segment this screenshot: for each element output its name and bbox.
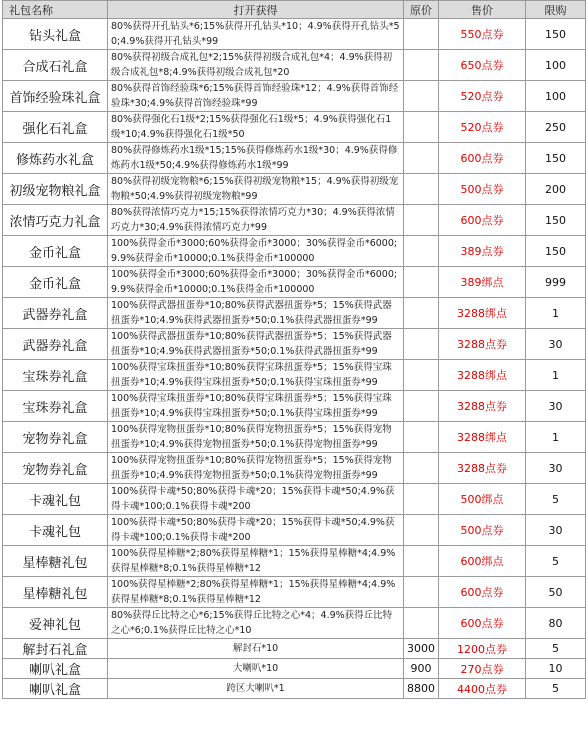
header-content: 打开获得 bbox=[108, 1, 404, 19]
sale-price-cell: 650点券 bbox=[439, 50, 526, 81]
gift-name-cell: 修炼药水礼盒 bbox=[3, 143, 108, 174]
gift-name-cell: 浓情巧克力礼盒 bbox=[3, 205, 108, 236]
contents-cell: 100%获得卡魂*50;80%获得卡魂*20；15%获得卡魂*50;4.9%获得卡魂*100;0.1%获得卡魂*200 bbox=[108, 484, 404, 515]
contents-cell: 80%获得初级合成礼包*2;15%获得初级合成礼包*4；4.9%获得初级合成礼包*8;4.9%获得初级合成礼包*20 bbox=[108, 50, 404, 81]
sale-price-cell: 500绑点 bbox=[439, 484, 526, 515]
original-price-cell bbox=[404, 391, 439, 422]
gift-name-cell: 宝珠券礼盒 bbox=[3, 360, 108, 391]
sale-price-cell: 550点券 bbox=[439, 19, 526, 50]
table-row bbox=[3, 659, 586, 679]
contents-cell: 100%获得武器扭蛋券*10;80%获得武器扭蛋券*5；15%获得武器扭蛋券*10;4.9%获得武器扭蛋券*50;0.1%获得武器扭蛋券*99 bbox=[108, 329, 404, 360]
purchase-limit-cell: 1 bbox=[526, 298, 586, 329]
table-row bbox=[3, 639, 586, 659]
gift-name-cell: 喇叭礼盒 bbox=[3, 679, 108, 699]
original-price-cell bbox=[404, 608, 439, 639]
sale-price-cell: 1200点券 bbox=[439, 639, 526, 659]
sale-price-cell: 4400点券 bbox=[439, 679, 526, 699]
original-price-cell bbox=[404, 422, 439, 453]
table-row bbox=[3, 143, 586, 174]
table-row bbox=[3, 205, 586, 236]
contents-cell: 80%获得浓情巧克力*15;15%获得浓情巧克力*30；4.9%获得浓情巧克力*30;4.9%获得浓情巧克力*99 bbox=[108, 205, 404, 236]
purchase-limit-cell: 999 bbox=[526, 267, 586, 298]
original-price-cell bbox=[404, 453, 439, 484]
purchase-limit-cell: 30 bbox=[526, 329, 586, 360]
sale-price-cell: 600绑点 bbox=[439, 546, 526, 577]
gift-name-cell: 宠物券礼盒 bbox=[3, 453, 108, 484]
original-price-cell bbox=[404, 174, 439, 205]
sale-price-cell: 3288绑点 bbox=[439, 298, 526, 329]
contents-cell: 80%获得首饰经验珠*6;15%获得首饰经验珠*12；4.9%获得首饰经验珠*30;4.9%获得首饰经验珠*99 bbox=[108, 81, 404, 112]
original-price-cell bbox=[404, 577, 439, 608]
contents-cell: 100%获得宝珠扭蛋券*10;80%获得宝珠扭蛋券*5；15%获得宝珠扭蛋券*10;4.9%获得宝珠扭蛋券*50;0.1%获得宝珠扭蛋券*99 bbox=[108, 360, 404, 391]
original-price-cell: 8800 bbox=[404, 679, 439, 699]
gift-name-cell: 宠物券礼盒 bbox=[3, 422, 108, 453]
contents-cell: 100%获得宝珠扭蛋券*10;80%获得宝珠扭蛋券*5；15%获得宝珠扭蛋券*10;4.9%获得宝珠扭蛋券*50;0.1%获得宝珠扭蛋券*99 bbox=[108, 391, 404, 422]
sale-price-cell: 3288点券 bbox=[439, 453, 526, 484]
original-price-cell bbox=[404, 143, 439, 174]
purchase-limit-cell: 5 bbox=[526, 679, 586, 699]
original-price-cell bbox=[404, 19, 439, 50]
sale-price-cell: 500点券 bbox=[439, 515, 526, 546]
contents-cell: 100%获得宠物扭蛋券*10;80%获得宠物扭蛋券*5；15%获得宠物扭蛋券*10;4.9%获得宠物扭蛋券*50;0.1%获得宠物扭蛋券*99 bbox=[108, 453, 404, 484]
table-row bbox=[3, 546, 586, 577]
gift-name-cell: 爱神礼包 bbox=[3, 608, 108, 639]
table-header-row bbox=[3, 1, 586, 19]
contents-cell: 100%获得武器扭蛋券*10;80%获得武器扭蛋券*5；15%获得武器扭蛋券*10;4.9%获得武器扭蛋券*50;0.1%获得武器扭蛋券*99 bbox=[108, 298, 404, 329]
original-price-cell bbox=[404, 236, 439, 267]
gift-name-cell: 武器券礼盒 bbox=[3, 298, 108, 329]
table-row bbox=[3, 422, 586, 453]
purchase-limit-cell: 30 bbox=[526, 391, 586, 422]
original-price-cell bbox=[404, 546, 439, 577]
gift-name-cell: 解封石礼盒 bbox=[3, 639, 108, 659]
purchase-limit-cell: 150 bbox=[526, 143, 586, 174]
sale-price-cell: 600点券 bbox=[439, 205, 526, 236]
header-original-price: 原价 bbox=[404, 1, 439, 19]
table-row bbox=[3, 81, 586, 112]
contents-cell: 100%获得星棒糖*2;80%获得星棒糖*1；15%获得星棒糖*4;4.9%获得星棒糖*8;0.1%获得星棒糖*12 bbox=[108, 577, 404, 608]
table-row bbox=[3, 515, 586, 546]
table-row bbox=[3, 360, 586, 391]
sale-price-cell: 600点券 bbox=[439, 608, 526, 639]
purchase-limit-cell: 150 bbox=[526, 205, 586, 236]
table-row bbox=[3, 453, 586, 484]
original-price-cell: 3000 bbox=[404, 639, 439, 659]
purchase-limit-cell: 150 bbox=[526, 19, 586, 50]
gift-name-cell: 合成石礼盒 bbox=[3, 50, 108, 81]
table-row bbox=[3, 236, 586, 267]
contents-cell: 80%获得初级宠物粮*6;15%获得初级宠物粮*15；4.9%获得初级宠物粮*50;4.9%获得初级宠物粮*99 bbox=[108, 174, 404, 205]
contents-cell: 100%获得星棒糖*2;80%获得星棒糖*1；15%获得星棒糖*4;4.9%获得星棒糖*8;0.1%获得星棒糖*12 bbox=[108, 546, 404, 577]
purchase-limit-cell: 200 bbox=[526, 174, 586, 205]
contents-cell: 大喇叭*10 bbox=[108, 659, 404, 679]
sale-price-cell: 600点券 bbox=[439, 143, 526, 174]
gift-name-cell: 钻头礼盒 bbox=[3, 19, 108, 50]
header-name: 礼包名称 bbox=[3, 1, 108, 19]
gift-name-cell: 强化石礼盒 bbox=[3, 112, 108, 143]
contents-cell: 80%获得开孔钻头*6;15%获得开孔钻头*10；4.9%获得开孔钻头*50;4.9%获得开孔钻头*99 bbox=[108, 19, 404, 50]
sale-price-cell: 389绑点 bbox=[439, 267, 526, 298]
table-row bbox=[3, 577, 586, 608]
sale-price-cell: 270点券 bbox=[439, 659, 526, 679]
table-row bbox=[3, 484, 586, 515]
purchase-limit-cell: 50 bbox=[526, 577, 586, 608]
original-price-cell bbox=[404, 112, 439, 143]
header-sale-price: 售价 bbox=[439, 1, 526, 19]
gift-name-cell: 初级宠物粮礼盒 bbox=[3, 174, 108, 205]
purchase-limit-cell: 30 bbox=[526, 453, 586, 484]
sale-price-cell: 520点券 bbox=[439, 112, 526, 143]
gift-name-cell: 卡魂礼包 bbox=[3, 484, 108, 515]
sale-price-cell: 3288点券 bbox=[439, 391, 526, 422]
header-purchase-limit: 限购 bbox=[526, 1, 586, 19]
contents-cell: 解封石*10 bbox=[108, 639, 404, 659]
table-row bbox=[3, 50, 586, 81]
contents-cell: 80%获得强化石1级*2;15%获得强化石1级*5；4.9%获得强化石1级*10;4.9%获得强化石1级*50 bbox=[108, 112, 404, 143]
sale-price-cell: 600点券 bbox=[439, 577, 526, 608]
purchase-limit-cell: 100 bbox=[526, 50, 586, 81]
gift-name-cell: 宝珠券礼盒 bbox=[3, 391, 108, 422]
purchase-limit-cell: 5 bbox=[526, 639, 586, 659]
table-row bbox=[3, 391, 586, 422]
original-price-cell bbox=[404, 50, 439, 81]
sale-price-cell: 389点券 bbox=[439, 236, 526, 267]
table-row bbox=[3, 298, 586, 329]
purchase-limit-cell: 250 bbox=[526, 112, 586, 143]
gift-name-cell: 卡魂礼包 bbox=[3, 515, 108, 546]
gift-name-cell: 武器券礼盒 bbox=[3, 329, 108, 360]
contents-cell: 80%获得丘比特之心*6;15%获得丘比特之心*4；4.9%获得丘比特之心*6;0.1%获得丘比特之心*10 bbox=[108, 608, 404, 639]
contents-cell: 100%获得宠物扭蛋券*10;80%获得宠物扭蛋券*5；15%获得宠物扭蛋券*10;4.9%获得宠物扭蛋券*50;0.1%获得宠物扭蛋券*99 bbox=[108, 422, 404, 453]
table-row bbox=[3, 174, 586, 205]
purchase-limit-cell: 150 bbox=[526, 236, 586, 267]
contents-cell: 100%获得卡魂*50;80%获得卡魂*20；15%获得卡魂*50;4.9%获得卡魂*100;0.1%获得卡魂*200 bbox=[108, 515, 404, 546]
sale-price-cell: 3288绑点 bbox=[439, 360, 526, 391]
purchase-limit-cell: 30 bbox=[526, 515, 586, 546]
original-price-cell bbox=[404, 205, 439, 236]
original-price-cell bbox=[404, 298, 439, 329]
purchase-limit-cell: 100 bbox=[526, 81, 586, 112]
contents-cell: 100%获得金币*3000;60%获得金币*3000；30%获得金币*6000;9.9%获得金币*10000;0.1%获得金币*100000 bbox=[108, 267, 404, 298]
purchase-limit-cell: 5 bbox=[526, 546, 586, 577]
table-row bbox=[3, 112, 586, 143]
table-row bbox=[3, 267, 586, 298]
table-row bbox=[3, 329, 586, 360]
gift-name-cell: 金币礼盒 bbox=[3, 236, 108, 267]
purchase-limit-cell: 1 bbox=[526, 360, 586, 391]
contents-cell: 80%获得修炼药水1级*15;15%获得修炼药水1级*30；4.9%获得修炼药水1级*50;4.9%获得修炼药水1级*99 bbox=[108, 143, 404, 174]
gift-name-cell: 首饰经验珠礼盒 bbox=[3, 81, 108, 112]
sale-price-cell: 500点券 bbox=[439, 174, 526, 205]
gift-name-cell: 星棒糖礼包 bbox=[3, 577, 108, 608]
original-price-cell bbox=[404, 484, 439, 515]
sale-price-cell: 3288绑点 bbox=[439, 422, 526, 453]
original-price-cell bbox=[404, 81, 439, 112]
sale-price-cell: 520点券 bbox=[439, 81, 526, 112]
original-price-cell bbox=[404, 360, 439, 391]
purchase-limit-cell: 80 bbox=[526, 608, 586, 639]
original-price-cell: 900 bbox=[404, 659, 439, 679]
table-row bbox=[3, 19, 586, 50]
purchase-limit-cell: 1 bbox=[526, 422, 586, 453]
original-price-cell bbox=[404, 515, 439, 546]
contents-cell: 100%获得金币*3000;60%获得金币*3000；30%获得金币*6000;9.9%获得金币*10000;0.1%获得金币*100000 bbox=[108, 236, 404, 267]
gift-pack-table bbox=[2, 0, 586, 699]
purchase-limit-cell: 5 bbox=[526, 484, 586, 515]
gift-name-cell: 金币礼盒 bbox=[3, 267, 108, 298]
gift-name-cell: 喇叭礼盒 bbox=[3, 659, 108, 679]
original-price-cell bbox=[404, 267, 439, 298]
contents-cell: 跨区大喇叭*1 bbox=[108, 679, 404, 699]
table-row bbox=[3, 679, 586, 699]
purchase-limit-cell: 10 bbox=[526, 659, 586, 679]
gift-name-cell: 星棒糖礼包 bbox=[3, 546, 108, 577]
original-price-cell bbox=[404, 329, 439, 360]
table-row bbox=[3, 608, 586, 639]
sale-price-cell: 3288点券 bbox=[439, 329, 526, 360]
